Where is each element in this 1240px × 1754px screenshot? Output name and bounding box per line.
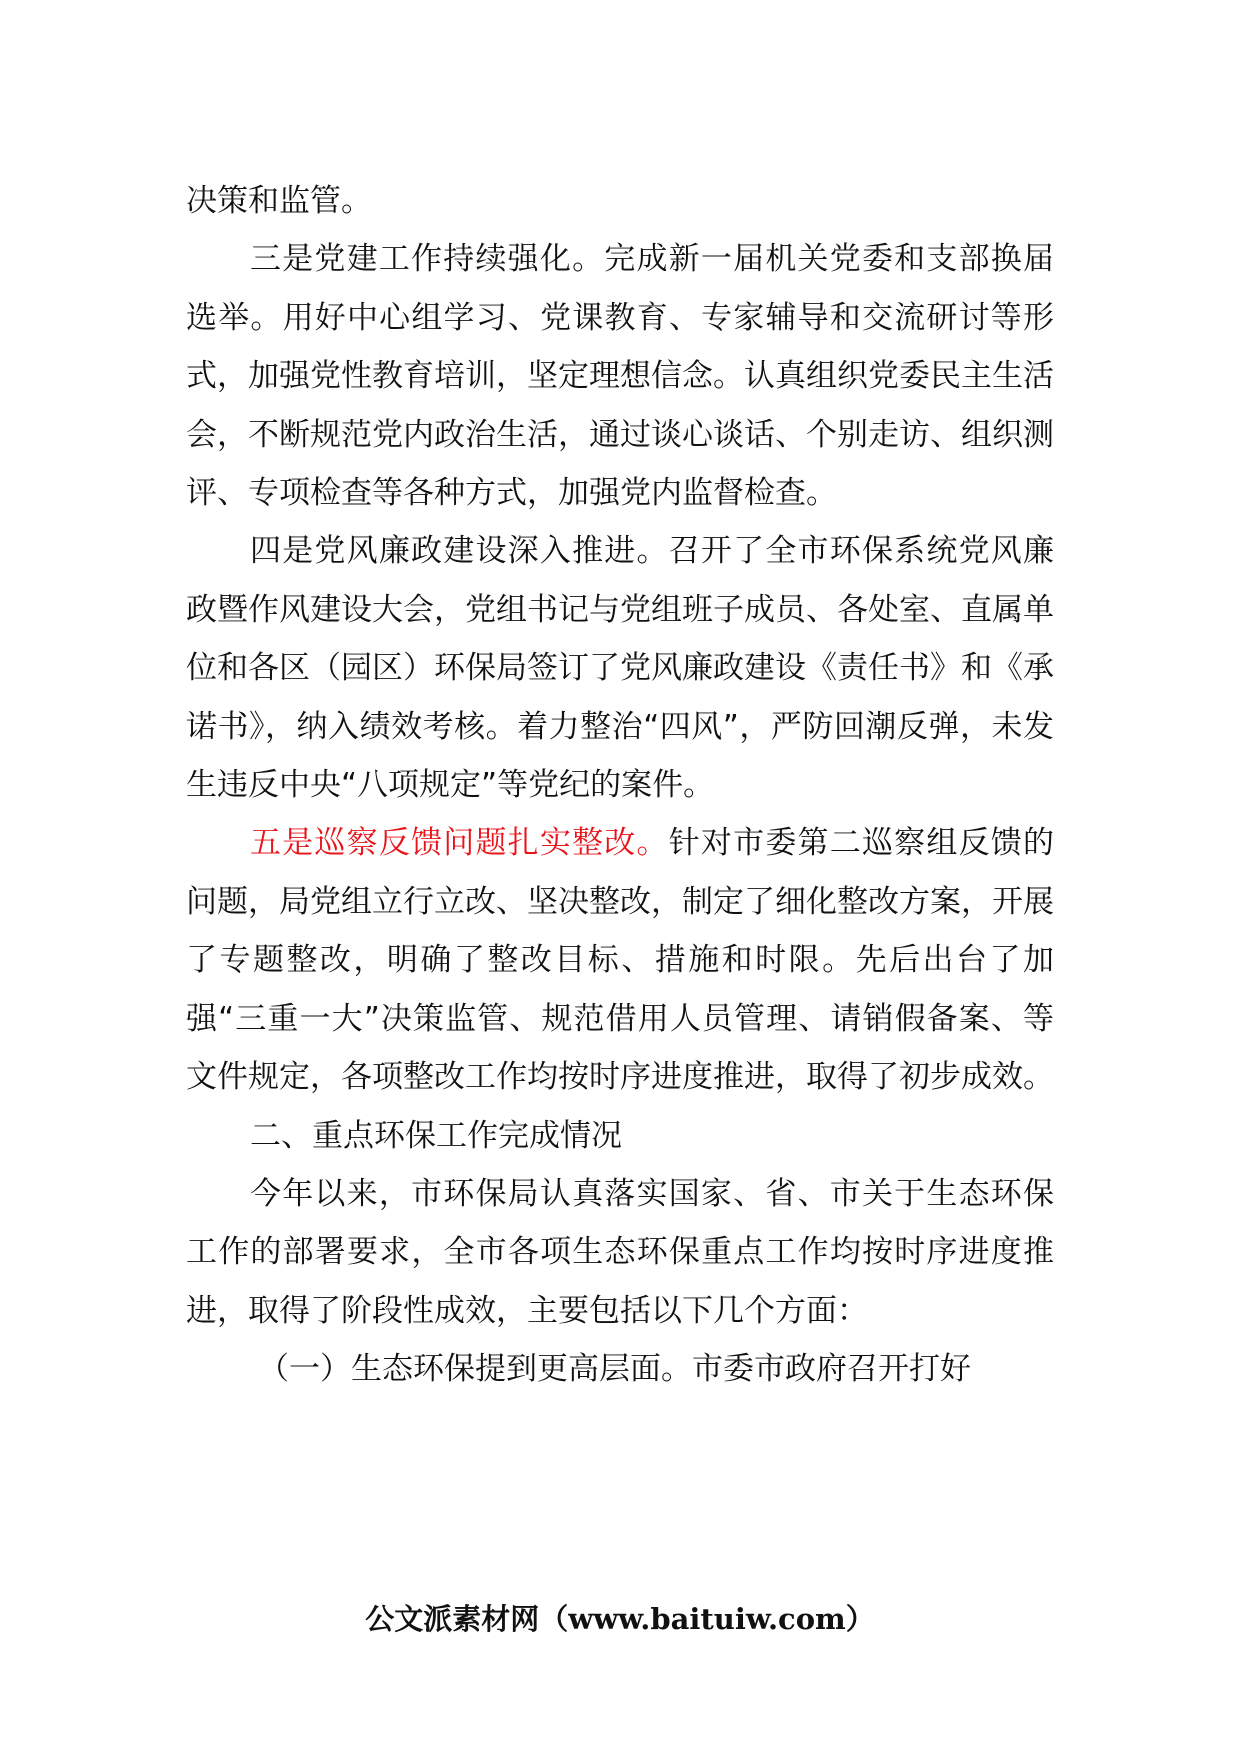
highlighted-heading: 五是巡察反馈问题扎实整改。: [250, 825, 669, 862]
footer-watermark: 公文派素材网（www.baituiw.com）: [365, 1602, 875, 1636]
paragraph-7: （一）生态环保提到更高层面。市委市政府召开打好: [258, 1351, 971, 1388]
paragraph-1: 决策和监管。: [186, 183, 372, 219]
paragraph-3: 四是党风廉政建设深入推进。召开了全市环保系统党风廉政暨作风建设大会，党组书记与党组班子成员、各处室、直属单位和各区（园区）环保局签订了党风廉政建设《责任书》和《承诺书》，纳入绩效考核。着力整治“四风”，严防回潮反弹，未发生违反中央“八项规定”等党纪的案件。: [186, 533, 1054, 804]
document-body: [186, 172, 1054, 1399]
paragraph-4: [186, 814, 1054, 1106]
paragraph-2: 三是党建工作持续强化。完成新一届机关党委和支部换届选举。用好中心组学习、党课教育、专家辅导和交流研讨等形式，加强党性教育培训，坚定理想信念。认真组织党委民主生活会，不断规范党内政治生活，通过谈心谈话、个别走访、组织测评、专项检查等各种方式，加强党内监督检查。: [186, 241, 1054, 512]
section-heading: 二、重点环保工作完成情况: [250, 1117, 622, 1154]
paragraph-4-text: 针对市委第二巡察组反馈的问题，局党组立行立改、坚决整改，制定了细化整改方案，开展了专题整改，明确了整改目标、措施和时限。先后出台了加强“三重一大”决策监管、规范借用人员管理、请销假备案、等文件规定，各项整改工作均按时序进度推进，取得了初步成效。: [186, 825, 1055, 1096]
paragraph-6: 今年以来，市环保局认真落实国家、省、市关于生态环保工作的部署要求，全市各项生态环保重点工作均按时序进度推进，取得了阶段性成效，主要包括以下几个方面：: [186, 1175, 1054, 1329]
